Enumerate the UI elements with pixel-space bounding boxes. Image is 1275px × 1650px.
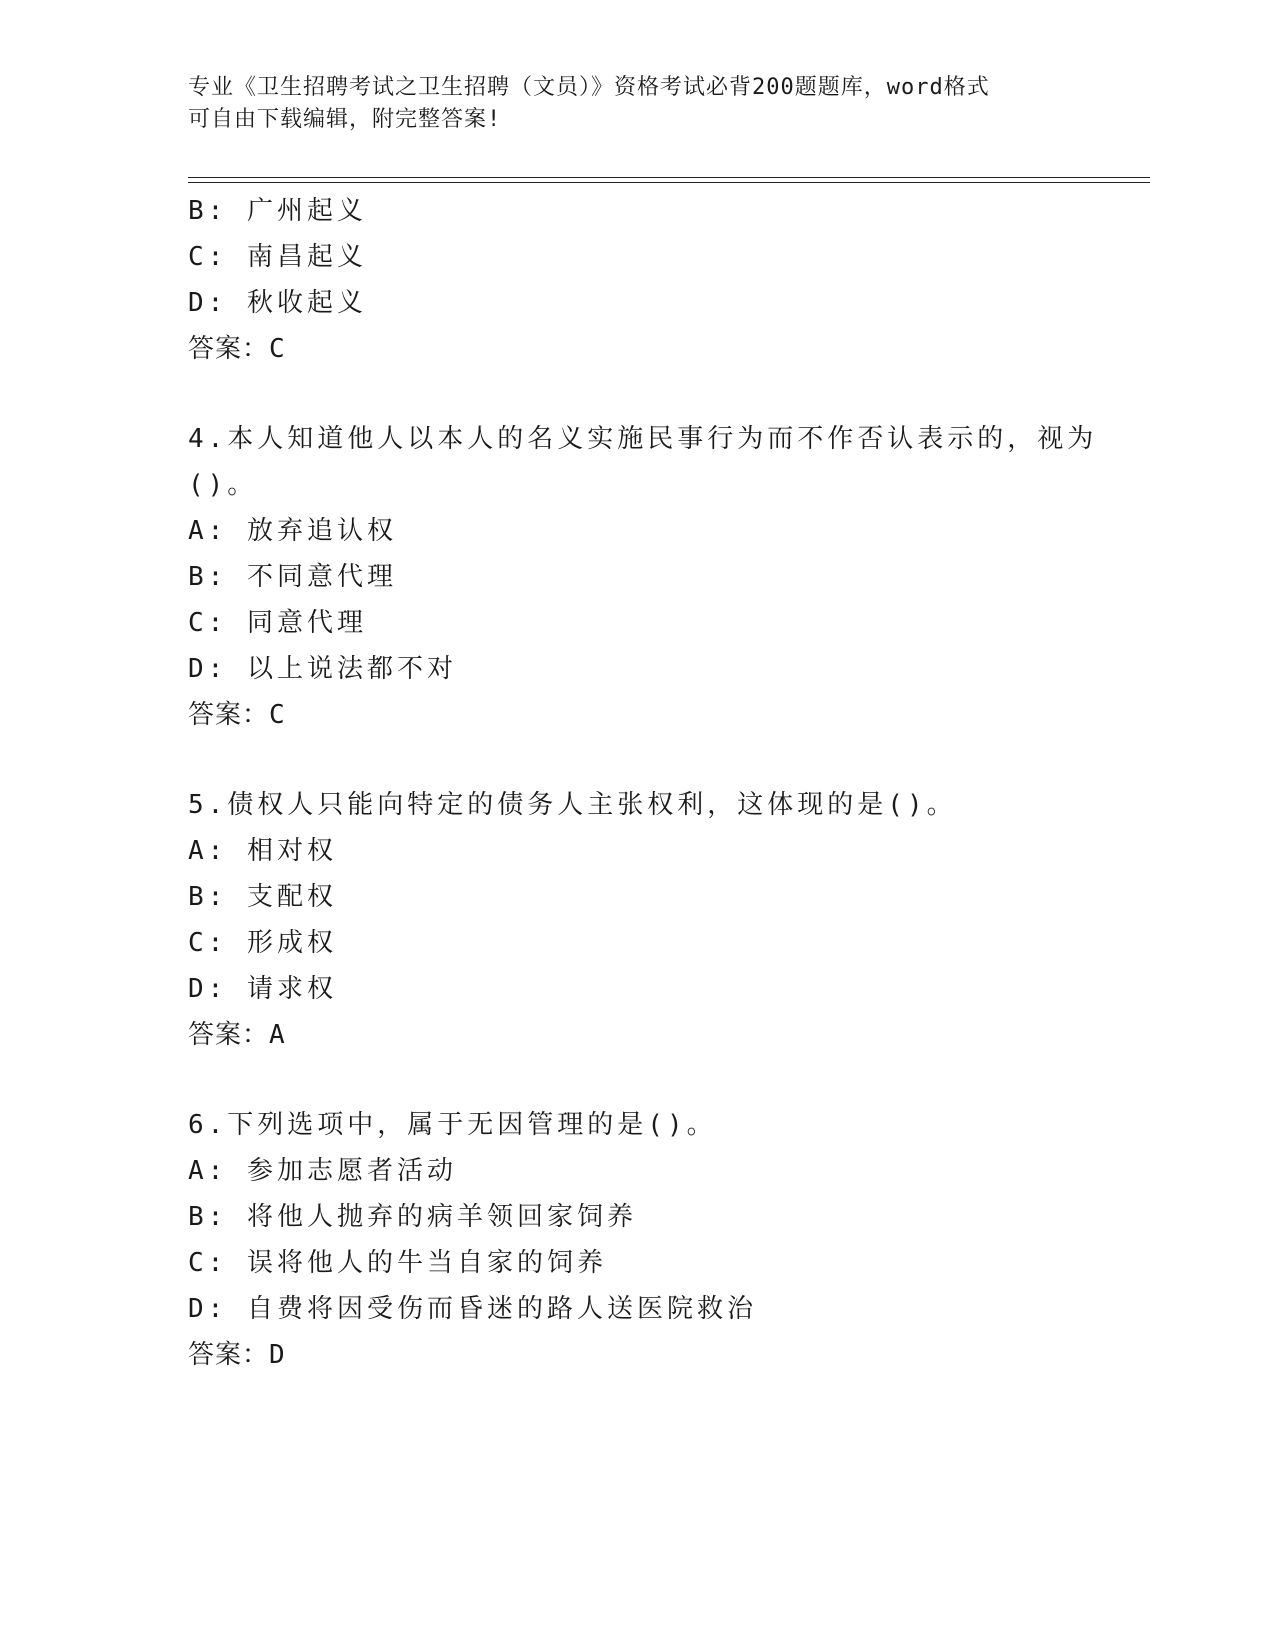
question-text: 4.本人知道他人以本人的名义实施民事行为而不作否认表示的，视为	[188, 424, 1098, 454]
question-3	[188, 188, 1088, 372]
option-b: B: 支配权	[188, 882, 337, 912]
header-divider-top	[188, 177, 1150, 178]
answer: 答案：C	[188, 700, 286, 730]
option-a: A: 相对权	[188, 836, 337, 866]
option-b: B: 将他人抛弃的病羊领回家饲养	[188, 1202, 637, 1232]
option-d: D: 自费将因受伤而昏迷的路人送医院救治	[188, 1294, 757, 1324]
header-line-1: 专业《卫生招聘考试之卫生招聘（文员）》资格考试必背200题题库，word格式	[188, 75, 990, 100]
question-list	[188, 188, 1098, 1378]
question-text: 5.债权人只能向特定的债务人主张权利，这体现的是()。	[188, 790, 957, 820]
option-d: D: 请求权	[188, 974, 337, 1004]
question-text: 6.下列选项中，属于无因管理的是()。	[188, 1110, 717, 1140]
document-header	[188, 72, 1068, 136]
option-d: D: 秋收起义	[188, 288, 367, 318]
option-d: D: 以上说法都不对	[188, 654, 457, 684]
answer: 答案：D	[188, 1340, 286, 1370]
option-a: A: 参加志愿者活动	[188, 1156, 457, 1186]
option-c: C: 南昌起义	[188, 242, 367, 272]
option-b: B: 不同意代理	[188, 562, 397, 592]
option-a: A: 放弃追认权	[188, 516, 397, 546]
answer: 答案：C	[188, 334, 286, 364]
option-c: C: 形成权	[188, 928, 337, 958]
question-text-continued: ()。	[188, 470, 258, 500]
question-5	[188, 782, 1088, 1058]
option-b: B: 广州起义	[188, 196, 367, 226]
header-line-2: 可自由下载编辑，附完整答案!	[188, 107, 502, 132]
option-c: C: 误将他人的牛当自家的饲养	[188, 1248, 607, 1278]
answer: 答案：A	[188, 1020, 286, 1050]
question-4	[188, 416, 1098, 738]
question-6	[188, 1102, 1088, 1378]
option-c: C: 同意代理	[188, 608, 367, 638]
header-divider-bottom	[188, 182, 1150, 183]
